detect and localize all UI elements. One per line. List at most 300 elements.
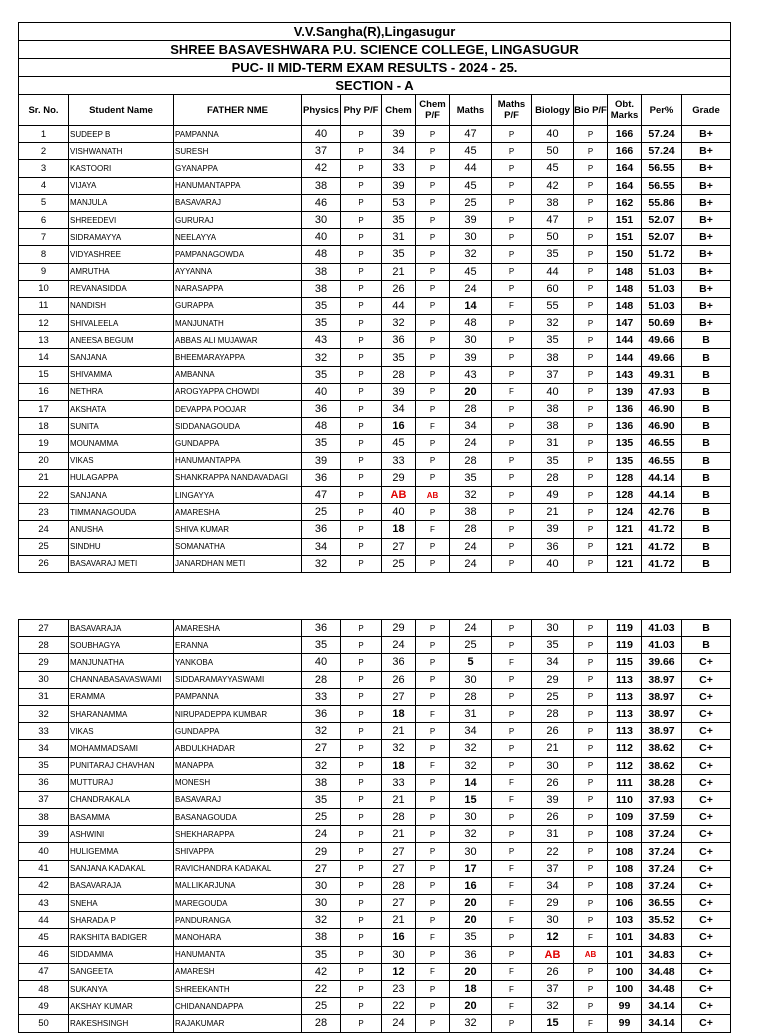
cell-percent: 41.72 <box>642 521 682 538</box>
cell-biology: 34 <box>532 654 574 671</box>
cell-chem: 21 <box>382 826 416 843</box>
cell-maths-pf: F <box>492 963 532 980</box>
table-row <box>19 860 731 877</box>
cell-chem-pf: P <box>416 383 450 400</box>
cell-grade: C+ <box>682 843 731 860</box>
cell-chem-pf: P <box>416 143 450 160</box>
cell-sr-no: 25 <box>19 538 69 555</box>
cell-phy-pf: P <box>341 280 382 297</box>
cell-maths-pf: F <box>492 774 532 791</box>
cell-physics: 42 <box>302 963 341 980</box>
cell-sr-no: 36 <box>19 774 69 791</box>
cell-bio-pf: P <box>574 998 608 1015</box>
cell-sr-no: 26 <box>19 555 69 572</box>
cell-sr-no: 5 <box>19 194 69 211</box>
cell-biology: 38 <box>532 418 574 435</box>
cell-bio-pf: P <box>574 246 608 263</box>
cell-sr-no: 41 <box>19 860 69 877</box>
cell-maths: 30 <box>450 809 492 826</box>
cell-sr-no: 43 <box>19 895 69 912</box>
cell-father-name: ABBAS ALI MUJAWAR <box>174 332 302 349</box>
cell-maths: 39 <box>450 349 492 366</box>
table-row <box>19 538 731 555</box>
cell-maths: 24 <box>450 555 492 572</box>
cell-phy-pf: P <box>341 143 382 160</box>
cell-phy-pf: P <box>341 486 382 503</box>
cell-physics: 36 <box>302 521 341 538</box>
cell-maths-pf: P <box>492 723 532 740</box>
cell-father-name: SHIVA KUMAR <box>174 521 302 538</box>
cell-obt-marks: 144 <box>608 332 642 349</box>
cell-maths-pf: P <box>492 809 532 826</box>
table-row <box>19 366 731 383</box>
cell-bio-pf: P <box>574 315 608 332</box>
col-maths-pf: Maths P/F <box>492 95 532 126</box>
cell-maths-pf: P <box>492 671 532 688</box>
cell-student-name: SHREEDEVI <box>69 211 174 228</box>
cell-chem: 29 <box>382 469 416 486</box>
cell-chem: 22 <box>382 998 416 1015</box>
cell-phy-pf: P <box>341 469 382 486</box>
cell-sr-no: 8 <box>19 246 69 263</box>
cell-maths: 45 <box>450 143 492 160</box>
cell-physics: 32 <box>302 349 341 366</box>
cell-student-name: SUNITA <box>69 418 174 435</box>
cell-chem-pf: P <box>416 998 450 1015</box>
cell-obt-marks: 166 <box>608 143 642 160</box>
cell-biology: 49 <box>532 486 574 503</box>
cell-chem-pf: P <box>416 366 450 383</box>
cell-maths: 39 <box>450 211 492 228</box>
cell-chem-pf: P <box>416 843 450 860</box>
cell-percent: 37.24 <box>642 843 682 860</box>
cell-sr-no: 27 <box>19 620 69 637</box>
cell-biology: 32 <box>532 315 574 332</box>
cell-biology: 38 <box>532 194 574 211</box>
cell-biology: 40 <box>532 383 574 400</box>
cell-student-name: ERAMMA <box>69 688 174 705</box>
cell-obt-marks: 148 <box>608 280 642 297</box>
cell-grade: C+ <box>682 929 731 946</box>
cell-sr-no: 20 <box>19 452 69 469</box>
cell-sr-no: 44 <box>19 912 69 929</box>
cell-student-name: SANJANA <box>69 349 174 366</box>
cell-student-name: RAKSHITA BADIGER <box>69 929 174 946</box>
cell-obt-marks: 164 <box>608 160 642 177</box>
cell-phy-pf: P <box>341 194 382 211</box>
cell-phy-pf: P <box>341 654 382 671</box>
cell-student-name: SIDRAMAYYA <box>69 229 174 246</box>
cell-physics: 25 <box>302 504 341 521</box>
cell-percent: 37.24 <box>642 877 682 894</box>
cell-father-name: AROGYAPPA CHOWDI <box>174 383 302 400</box>
cell-chem-pf: P <box>416 671 450 688</box>
cell-grade: C+ <box>682 998 731 1015</box>
cell-student-name: KASTOORI <box>69 160 174 177</box>
cell-chem: 27 <box>382 895 416 912</box>
cell-maths-pf: P <box>492 280 532 297</box>
cell-student-name: RAKESHSINGH <box>69 1015 174 1032</box>
cell-biology: 30 <box>532 620 574 637</box>
cell-physics: 35 <box>302 315 341 332</box>
cell-chem: 25 <box>382 555 416 572</box>
cell-percent: 38.97 <box>642 723 682 740</box>
cell-grade: B+ <box>682 263 731 280</box>
cell-father-name: AMARESHA <box>174 504 302 521</box>
cell-biology: 26 <box>532 963 574 980</box>
cell-biology: 26 <box>532 723 574 740</box>
cell-sr-no: 49 <box>19 998 69 1015</box>
cell-sr-no: 3 <box>19 160 69 177</box>
cell-chem-pf: AB <box>416 486 450 503</box>
cell-chem-pf: F <box>416 963 450 980</box>
cell-student-name: AMRUTHA <box>69 263 174 280</box>
table-row <box>19 435 731 452</box>
cell-father-name: MANJUNATH <box>174 315 302 332</box>
cell-physics: 42 <box>302 160 341 177</box>
cell-chem-pf: P <box>416 826 450 843</box>
cell-obt-marks: 151 <box>608 229 642 246</box>
cell-student-name: SANJANA <box>69 486 174 503</box>
table-row <box>19 297 731 314</box>
cell-father-name: SHIVAPPA <box>174 843 302 860</box>
cell-biology: 45 <box>532 160 574 177</box>
cell-sr-no: 18 <box>19 418 69 435</box>
cell-bio-pf: P <box>574 980 608 997</box>
cell-maths-pf: P <box>492 143 532 160</box>
table-row <box>19 774 731 791</box>
cell-chem: 21 <box>382 263 416 280</box>
cell-chem: 24 <box>382 637 416 654</box>
cell-chem-pf: P <box>416 160 450 177</box>
cell-chem: 45 <box>382 435 416 452</box>
cell-maths: 5 <box>450 654 492 671</box>
table-row <box>19 246 731 263</box>
cell-chem: 27 <box>382 538 416 555</box>
cell-maths: 24 <box>450 435 492 452</box>
cell-chem: 24 <box>382 1015 416 1032</box>
cell-student-name: PUNITARAJ CHAVHAN <box>69 757 174 774</box>
col-physics: Physics <box>302 95 341 126</box>
cell-chem-pf: P <box>416 555 450 572</box>
cell-maths-pf: P <box>492 332 532 349</box>
cell-physics: 34 <box>302 538 341 555</box>
cell-obt-marks: 136 <box>608 401 642 418</box>
cell-grade: B <box>682 435 731 452</box>
cell-father-name: GYANAPPA <box>174 160 302 177</box>
cell-chem: 30 <box>382 946 416 963</box>
table-row <box>19 757 731 774</box>
cell-physics: 29 <box>302 843 341 860</box>
cell-bio-pf: P <box>574 895 608 912</box>
cell-phy-pf: P <box>341 774 382 791</box>
cell-biology: 32 <box>532 998 574 1015</box>
cell-maths-pf: P <box>492 486 532 503</box>
cell-father-name: PAMPANNA <box>174 126 302 143</box>
cell-sr-no: 6 <box>19 211 69 228</box>
cell-percent: 57.24 <box>642 143 682 160</box>
cell-biology: 30 <box>532 757 574 774</box>
col-maths: Maths <box>450 95 492 126</box>
cell-physics: 35 <box>302 791 341 808</box>
cell-phy-pf: P <box>341 946 382 963</box>
cell-obt-marks: 148 <box>608 297 642 314</box>
results-body-part-2 <box>19 620 731 1033</box>
cell-student-name: SIDDAMMA <box>69 946 174 963</box>
cell-biology: 26 <box>532 774 574 791</box>
cell-phy-pf: P <box>341 177 382 194</box>
cell-obt-marks: 151 <box>608 211 642 228</box>
cell-grade: B <box>682 637 731 654</box>
col-bio-pf: Bio P/F <box>574 95 608 126</box>
cell-percent: 34.83 <box>642 929 682 946</box>
cell-maths: 35 <box>450 929 492 946</box>
cell-maths: 45 <box>450 177 492 194</box>
cell-maths-pf: P <box>492 637 532 654</box>
cell-grade: C+ <box>682 757 731 774</box>
cell-physics: 48 <box>302 418 341 435</box>
cell-chem-pf: F <box>416 418 450 435</box>
cell-chem-pf: P <box>416 435 450 452</box>
cell-physics: 47 <box>302 486 341 503</box>
cell-obt-marks: 113 <box>608 705 642 722</box>
cell-maths-pf: F <box>492 877 532 894</box>
cell-father-name: HANUMANTAPPA <box>174 452 302 469</box>
cell-chem-pf: P <box>416 895 450 912</box>
cell-physics: 35 <box>302 637 341 654</box>
cell-grade: B <box>682 401 731 418</box>
cell-maths: 14 <box>450 774 492 791</box>
cell-chem-pf: P <box>416 194 450 211</box>
cell-maths-pf: P <box>492 211 532 228</box>
cell-father-name: LINGAYYA <box>174 486 302 503</box>
cell-chem-pf: P <box>416 280 450 297</box>
cell-grade: B <box>682 349 731 366</box>
cell-maths: 32 <box>450 246 492 263</box>
cell-father-name: ABDULKHADAR <box>174 740 302 757</box>
table-row <box>19 654 731 671</box>
table-row <box>19 349 731 366</box>
cell-student-name: MANJULA <box>69 194 174 211</box>
cell-percent: 49.66 <box>642 349 682 366</box>
cell-grade: C+ <box>682 688 731 705</box>
cell-percent: 46.55 <box>642 435 682 452</box>
cell-percent: 51.03 <box>642 297 682 314</box>
cell-phy-pf: P <box>341 383 382 400</box>
cell-maths: 25 <box>450 194 492 211</box>
cell-chem: 36 <box>382 654 416 671</box>
cell-grade: B <box>682 521 731 538</box>
cell-chem-pf: F <box>416 705 450 722</box>
cell-bio-pf: P <box>574 809 608 826</box>
cell-physics: 32 <box>302 757 341 774</box>
cell-chem: 40 <box>382 504 416 521</box>
cell-grade: B <box>682 366 731 383</box>
cell-obt-marks: 113 <box>608 671 642 688</box>
cell-bio-pf: P <box>574 383 608 400</box>
cell-biology: 44 <box>532 263 574 280</box>
cell-sr-no: 11 <box>19 297 69 314</box>
cell-phy-pf: P <box>341 297 382 314</box>
cell-bio-pf: P <box>574 757 608 774</box>
col-student-name: Student Name <box>69 95 174 126</box>
cell-obt-marks: 100 <box>608 963 642 980</box>
cell-physics: 32 <box>302 723 341 740</box>
cell-chem: 28 <box>382 877 416 894</box>
cell-physics: 27 <box>302 860 341 877</box>
table-row <box>19 1015 731 1032</box>
cell-student-name: NANDISH <box>69 297 174 314</box>
cell-obt-marks: 147 <box>608 315 642 332</box>
cell-father-name: MONESH <box>174 774 302 791</box>
cell-physics: 22 <box>302 980 341 997</box>
cell-maths-pf: P <box>492 705 532 722</box>
cell-sr-no: 7 <box>19 229 69 246</box>
table-row <box>19 143 731 160</box>
cell-maths-pf: F <box>492 980 532 997</box>
cell-obt-marks: 101 <box>608 946 642 963</box>
table-row <box>19 705 731 722</box>
cell-physics: 30 <box>302 211 341 228</box>
cell-physics: 40 <box>302 383 341 400</box>
cell-chem-pf: F <box>416 929 450 946</box>
cell-phy-pf: P <box>341 1015 382 1032</box>
cell-percent: 55.86 <box>642 194 682 211</box>
cell-phy-pf: P <box>341 229 382 246</box>
cell-maths: 32 <box>450 1015 492 1032</box>
cell-grade: B <box>682 538 731 555</box>
cell-sr-no: 1 <box>19 126 69 143</box>
cell-physics: 37 <box>302 143 341 160</box>
cell-grade: B <box>682 555 731 572</box>
cell-chem-pf: P <box>416 980 450 997</box>
cell-grade: C+ <box>682 895 731 912</box>
cell-grade: C+ <box>682 860 731 877</box>
cell-maths: 32 <box>450 757 492 774</box>
cell-biology: 31 <box>532 435 574 452</box>
cell-phy-pf: P <box>341 826 382 843</box>
cell-obt-marks: 106 <box>608 895 642 912</box>
cell-bio-pf: P <box>574 826 608 843</box>
cell-obt-marks: 150 <box>608 246 642 263</box>
results-table-part-2 <box>18 619 731 1033</box>
cell-maths-pf: P <box>492 555 532 572</box>
cell-obt-marks: 166 <box>608 126 642 143</box>
cell-sr-no: 28 <box>19 637 69 654</box>
cell-maths-pf: P <box>492 946 532 963</box>
cell-sr-no: 38 <box>19 809 69 826</box>
cell-physics: 48 <box>302 246 341 263</box>
table-row <box>19 211 731 228</box>
cell-biology: 35 <box>532 637 574 654</box>
cell-maths: 16 <box>450 877 492 894</box>
cell-bio-pf: AB <box>574 946 608 963</box>
cell-chem-pf: P <box>416 229 450 246</box>
cell-percent: 47.93 <box>642 383 682 400</box>
cell-father-name: BASANAGOUDA <box>174 809 302 826</box>
cell-biology: 26 <box>532 809 574 826</box>
cell-phy-pf: P <box>341 332 382 349</box>
cell-biology: 55 <box>532 297 574 314</box>
cell-chem-pf: P <box>416 791 450 808</box>
cell-phy-pf: P <box>341 211 382 228</box>
cell-maths: 28 <box>450 452 492 469</box>
cell-phy-pf: P <box>341 160 382 177</box>
cell-bio-pf: P <box>574 521 608 538</box>
cell-maths: 30 <box>450 332 492 349</box>
cell-physics: 28 <box>302 671 341 688</box>
cell-percent: 46.90 <box>642 418 682 435</box>
cell-percent: 56.55 <box>642 177 682 194</box>
cell-phy-pf: P <box>341 366 382 383</box>
cell-maths-pf: F <box>492 912 532 929</box>
cell-sr-no: 33 <box>19 723 69 740</box>
cell-percent: 42.76 <box>642 504 682 521</box>
cell-student-name: SANGEETA <box>69 963 174 980</box>
cell-chem-pf: P <box>416 1015 450 1032</box>
cell-sr-no: 35 <box>19 757 69 774</box>
cell-physics: 35 <box>302 366 341 383</box>
cell-percent: 41.72 <box>642 555 682 572</box>
cell-maths: 24 <box>450 620 492 637</box>
cell-chem: 33 <box>382 774 416 791</box>
cell-student-name: VISHWANATH <box>69 143 174 160</box>
table-row <box>19 401 731 418</box>
cell-sr-no: 45 <box>19 929 69 946</box>
cell-percent: 37.93 <box>642 791 682 808</box>
cell-bio-pf: F <box>574 1015 608 1032</box>
cell-biology: 28 <box>532 705 574 722</box>
table-row <box>19 998 731 1015</box>
cell-chem-pf: P <box>416 452 450 469</box>
cell-student-name: MOHAMMADSAMI <box>69 740 174 757</box>
cell-obt-marks: 128 <box>608 486 642 503</box>
table-row <box>19 637 731 654</box>
cell-sr-no: 31 <box>19 688 69 705</box>
table-row <box>19 452 731 469</box>
cell-obt-marks: 124 <box>608 504 642 521</box>
cell-maths-pf: P <box>492 929 532 946</box>
cell-maths-pf: P <box>492 521 532 538</box>
table-row <box>19 160 731 177</box>
cell-physics: 35 <box>302 297 341 314</box>
cell-bio-pf: P <box>574 263 608 280</box>
cell-maths: 14 <box>450 297 492 314</box>
cell-biology: 35 <box>532 332 574 349</box>
cell-father-name: YANKOBA <box>174 654 302 671</box>
cell-grade: C+ <box>682 723 731 740</box>
cell-obt-marks: 113 <box>608 688 642 705</box>
cell-grade: C+ <box>682 826 731 843</box>
cell-sr-no: 42 <box>19 877 69 894</box>
cell-student-name: SHIVAMMA <box>69 366 174 383</box>
cell-maths: 34 <box>450 723 492 740</box>
cell-bio-pf: P <box>574 620 608 637</box>
cell-chem: 27 <box>382 688 416 705</box>
cell-grade: B+ <box>682 315 731 332</box>
cell-chem: 39 <box>382 126 416 143</box>
cell-father-name: MAREGOUDA <box>174 895 302 912</box>
cell-maths: 20 <box>450 998 492 1015</box>
cell-bio-pf: P <box>574 486 608 503</box>
cell-maths-pf: P <box>492 620 532 637</box>
cell-maths: 31 <box>450 705 492 722</box>
cell-sr-no: 10 <box>19 280 69 297</box>
cell-father-name: RAJAKUMAR <box>174 1015 302 1032</box>
cell-grade: B+ <box>682 126 731 143</box>
cell-student-name: SHIVALEELA <box>69 315 174 332</box>
cell-bio-pf: P <box>574 280 608 297</box>
